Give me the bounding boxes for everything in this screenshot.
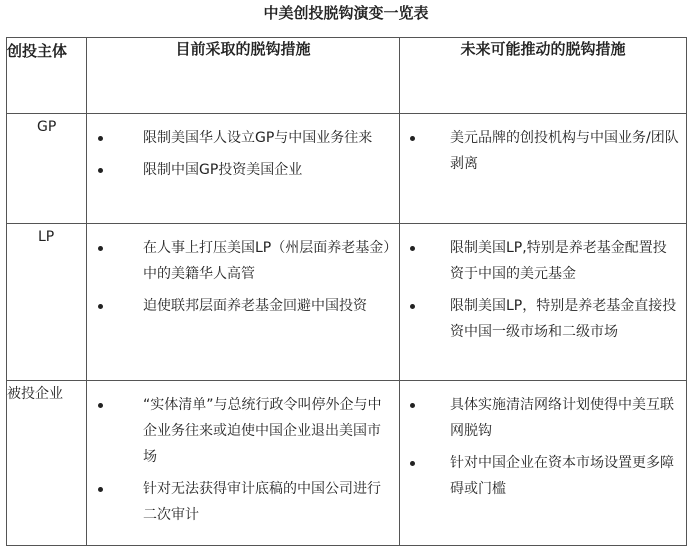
current-measures-cell [87, 114, 400, 224]
bullet-icon [98, 168, 103, 173]
row-subject: 被投企业 [7, 381, 87, 546]
list-item: 限制美国华人设立GP与中国业务往来 [87, 125, 399, 151]
header-row [7, 38, 687, 114]
bullet-icon [98, 136, 103, 141]
header-subject: 创投主体 [7, 38, 87, 114]
bullet-icon [410, 461, 415, 466]
list-item: 针对无法获得审计底稿的中国公司进行二次审计 [87, 476, 399, 528]
list-item: “实体清单”与总统行政令叫停外企与中企业务往来或迫使中国企业退出美国市场 [87, 392, 399, 470]
future-measures-cell [400, 114, 687, 224]
bullet-icon [410, 246, 415, 251]
current-measures-cell [87, 381, 400, 546]
bullet-icon [410, 136, 415, 141]
table-row [7, 381, 687, 546]
list-item: 在人事上打压美国LP（州层面养老基金）中的美籍华人高管 [87, 235, 399, 287]
list-item: 限制中国GP投资美国企业 [87, 157, 399, 183]
current-measures-cell [87, 224, 400, 381]
header-current-measures: 目前采取的脱钩措施 [87, 38, 400, 114]
bullet-icon [410, 403, 415, 408]
row-subject: GP [7, 114, 87, 224]
bullet-icon [98, 304, 103, 309]
bullet-icon [410, 304, 415, 309]
bullet-icon [98, 246, 103, 251]
table-title: 中美创投脱钩演变一览表 [263, 4, 429, 22]
list-item: 针对中国企业在资本市场设置更多障碍或门槛 [400, 450, 686, 502]
list-item: 限制美国LP，特别是养老基金直接投资中国一级市场和二级市场 [400, 293, 686, 345]
header-future-measures: 未来可能推动的脱钩措施 [400, 38, 687, 114]
bullet-icon [98, 487, 103, 492]
list-item: 具体实施清洁网络计划使得中美互联网脱钩 [400, 392, 686, 444]
list-item: 限制美国LP,特别是养老基金配置投资于中国的美元基金 [400, 235, 686, 287]
row-subject: LP [7, 224, 87, 381]
decoupling-table [6, 37, 687, 546]
bullet-icon [98, 403, 103, 408]
table-row [7, 224, 687, 381]
list-item: 迫使联邦层面养老基金回避中国投资 [87, 293, 399, 319]
future-measures-cell [400, 224, 687, 381]
list-item: 美元品牌的创投机构与中国业务/团队剥离 [400, 125, 686, 177]
future-measures-cell [400, 381, 687, 546]
table-row [7, 114, 687, 224]
